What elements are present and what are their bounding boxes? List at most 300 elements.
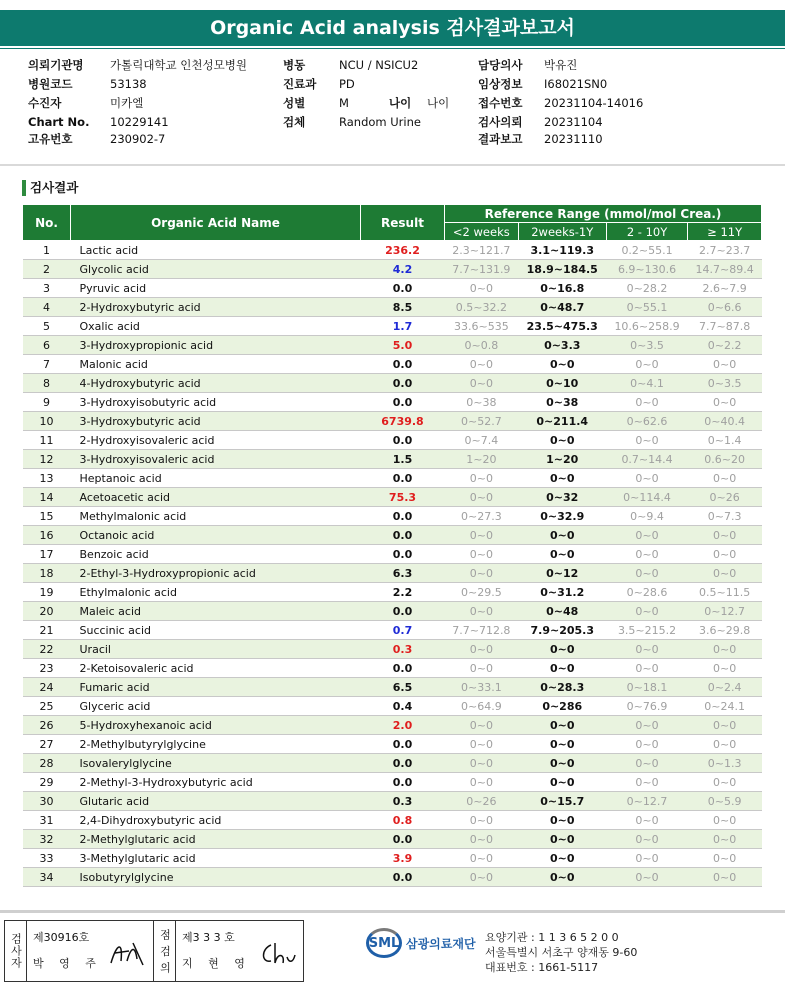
header-range-11y: ≥ 11Y (688, 223, 762, 241)
range-2weeks-1y: 0~32.9 (518, 507, 606, 526)
range-under-2weeks: 0~0.8 (445, 336, 519, 355)
range-under-2weeks: 0~0 (445, 811, 519, 830)
contact-line: 요양기관 : 1 1 3 6 5 2 0 0 (485, 931, 619, 944)
info-value: 53138 (110, 77, 147, 91)
table-row (23, 260, 762, 279)
range-under-2weeks: 0~29.5 (445, 583, 519, 602)
table-row (23, 716, 762, 735)
table-row (23, 507, 762, 526)
info-value: 10229141 (110, 115, 169, 129)
table-row (23, 412, 762, 431)
range-2-10y: 3.5~215.2 (606, 621, 687, 640)
range-11y: 0~0 (688, 659, 762, 678)
info-label: 의뢰기관명 (28, 58, 84, 72)
range-2-10y: 0~114.4 (606, 488, 687, 507)
info-label: 검체 (283, 115, 306, 129)
acid-name: Fumaric acid (71, 678, 361, 697)
range-11y: 0~7.3 (688, 507, 762, 526)
row-number: 17 (23, 545, 71, 564)
acid-name: Methylmalonic acid (71, 507, 361, 526)
header-result: Result (361, 205, 445, 241)
result-value: 1.5 (361, 450, 445, 469)
row-number: 18 (23, 564, 71, 583)
range-11y: 0.6~20 (688, 450, 762, 469)
range-under-2weeks: 0~0 (445, 659, 519, 678)
result-value: 0.3 (361, 792, 445, 811)
row-number: 13 (23, 469, 71, 488)
row-number: 16 (23, 526, 71, 545)
info-value: Random Urine (339, 115, 421, 129)
range-2weeks-1y: 0~211.4 (518, 412, 606, 431)
patient-info-col3 (478, 56, 643, 146)
row-number: 7 (23, 355, 71, 374)
row-number: 14 (23, 488, 71, 507)
table-row (23, 602, 762, 621)
range-2weeks-1y: 0~0 (518, 431, 606, 450)
acid-name: Maleic acid (71, 602, 361, 621)
range-under-2weeks: 0~0 (445, 469, 519, 488)
patient-info-col2 (283, 56, 449, 132)
row-number: 23 (23, 659, 71, 678)
row-number: 20 (23, 602, 71, 621)
row-number: 28 (23, 754, 71, 773)
table-row (23, 640, 762, 659)
acid-name: 3-Hydroxybutyric acid (71, 412, 361, 431)
range-2weeks-1y: 0~0 (518, 868, 606, 887)
acid-name: Succinic acid (71, 621, 361, 640)
range-2-10y: 0~0 (606, 564, 687, 583)
range-2-10y: 0~0 (606, 469, 687, 488)
result-value: 0.0 (361, 526, 445, 545)
range-under-2weeks: 0~0 (445, 868, 519, 887)
lab-logo (366, 928, 476, 958)
result-value: 0.0 (361, 393, 445, 412)
acid-name: 3-Methylglutaric acid (71, 849, 361, 868)
acid-name: Glyceric acid (71, 697, 361, 716)
reviewer-signer (176, 921, 303, 981)
table-row (23, 469, 762, 488)
acid-name: Glycolic acid (71, 260, 361, 279)
range-under-2weeks: 0~0 (445, 773, 519, 792)
info-label: 진료과 (283, 77, 317, 91)
result-value: 0.0 (361, 545, 445, 564)
result-value: 4.2 (361, 260, 445, 279)
range-2-10y: 0~0 (606, 868, 687, 887)
result-value: 0.0 (361, 868, 445, 887)
range-2-10y: 0~18.1 (606, 678, 687, 697)
range-11y: 0~0 (688, 773, 762, 792)
range-under-2weeks: 0~38 (445, 393, 519, 412)
acid-name: 5-Hydroxyhexanoic acid (71, 716, 361, 735)
range-under-2weeks: 0~0 (445, 640, 519, 659)
range-2weeks-1y: 0~0 (518, 640, 606, 659)
info-value: 230902-7 (110, 132, 166, 146)
acid-name: 2-Methylbutyrylglycine (71, 735, 361, 754)
report-title: Organic Acid analysis 검사결과보고서 (0, 10, 785, 46)
reviewer-label: 점 검 의 (154, 921, 176, 981)
range-2-10y: 0~0 (606, 431, 687, 450)
info-label: 검사의뢰 (478, 115, 523, 129)
range-2-10y: 0~0 (606, 754, 687, 773)
result-value: 0.0 (361, 659, 445, 678)
range-under-2weeks: 0~0 (445, 545, 519, 564)
info-value: 20231110 (544, 132, 603, 146)
row-number: 19 (23, 583, 71, 602)
info-label: 병동 (283, 58, 306, 72)
row-number: 12 (23, 450, 71, 469)
range-2-10y: 0~0 (606, 659, 687, 678)
range-2-10y: 0~12.7 (606, 792, 687, 811)
range-2-10y: 0~28.6 (606, 583, 687, 602)
header-reference: Reference Range (mmol/mol Crea.) (445, 205, 762, 223)
row-number: 4 (23, 298, 71, 317)
row-number: 8 (23, 374, 71, 393)
result-value: 2.2 (361, 583, 445, 602)
result-value: 0.8 (361, 811, 445, 830)
result-value: 236.2 (361, 241, 445, 260)
range-under-2weeks: 0~0 (445, 754, 519, 773)
info-value: NCU / NSICU2 (339, 58, 419, 72)
contact-line: 서울특별시 서초구 양재동 9-60 (485, 946, 638, 959)
range-11y: 0~0 (688, 564, 762, 583)
range-11y: 0~0 (688, 830, 762, 849)
result-value: 0.0 (361, 469, 445, 488)
acid-name: 3-Hydroxyisovaleric acid (71, 450, 361, 469)
info-value: 박유진 (544, 58, 578, 72)
info-label: 성별 (283, 96, 306, 110)
table-row (23, 336, 762, 355)
range-11y: 0~0 (688, 868, 762, 887)
row-number: 30 (23, 792, 71, 811)
acid-name: Uracil (71, 640, 361, 659)
table-row (23, 241, 762, 260)
range-under-2weeks: 0~0 (445, 355, 519, 374)
acid-name: 2,4-Dihydroxybutyric acid (71, 811, 361, 830)
range-2weeks-1y: 0~28.3 (518, 678, 606, 697)
result-value: 0.0 (361, 735, 445, 754)
header-range-2weeks-1y: 2weeks-1Y (518, 223, 606, 241)
table-row (23, 868, 762, 887)
table-row (23, 393, 762, 412)
range-under-2weeks: 0~64.9 (445, 697, 519, 716)
row-number: 27 (23, 735, 71, 754)
range-under-2weeks: 0~0 (445, 279, 519, 298)
range-under-2weeks: 7.7~712.8 (445, 621, 519, 640)
table-row (23, 526, 762, 545)
range-2-10y: 0~0 (606, 849, 687, 868)
acid-name: Octanoic acid (71, 526, 361, 545)
range-11y: 0~2.4 (688, 678, 762, 697)
range-11y: 2.6~7.9 (688, 279, 762, 298)
info-label: 접수번호 (478, 96, 523, 110)
table-row (23, 355, 762, 374)
range-2-10y: 0~62.6 (606, 412, 687, 431)
row-number: 9 (23, 393, 71, 412)
range-2weeks-1y: 0~0 (518, 773, 606, 792)
result-value: 0.3 (361, 640, 445, 659)
lab-contact (485, 930, 637, 975)
range-2weeks-1y: 0~0 (518, 355, 606, 374)
row-number: 11 (23, 431, 71, 450)
result-value: 3.9 (361, 849, 445, 868)
range-2-10y: 0~28.2 (606, 279, 687, 298)
info-value: M (339, 96, 349, 110)
result-value: 0.4 (361, 697, 445, 716)
range-2weeks-1y: 0~32 (518, 488, 606, 507)
range-11y: 0~0 (688, 716, 762, 735)
range-11y: 14.7~89.4 (688, 260, 762, 279)
acid-name: Ethylmalonic acid (71, 583, 361, 602)
table-row (23, 279, 762, 298)
row-number: 21 (23, 621, 71, 640)
range-2weeks-1y: 0~16.8 (518, 279, 606, 298)
row-number: 22 (23, 640, 71, 659)
row-number: 10 (23, 412, 71, 431)
info-value: PD (339, 77, 355, 91)
row-number: 26 (23, 716, 71, 735)
info-value: 20231104 (544, 115, 603, 129)
range-2weeks-1y: 0~0 (518, 545, 606, 564)
range-2-10y: 0.7~14.4 (606, 450, 687, 469)
info-value: 가톨릭대학교 인천성모병원 (110, 58, 247, 72)
header-name: Organic Acid Name (71, 205, 361, 241)
range-under-2weeks: 0~0 (445, 735, 519, 754)
range-under-2weeks: 0~26 (445, 792, 519, 811)
result-value: 2.0 (361, 716, 445, 735)
acid-name: 2-Methylglutaric acid (71, 830, 361, 849)
range-11y: 0~26 (688, 488, 762, 507)
row-number: 33 (23, 849, 71, 868)
range-2-10y: 0~0 (606, 393, 687, 412)
range-under-2weeks: 0~0 (445, 488, 519, 507)
range-2weeks-1y: 0~10 (518, 374, 606, 393)
result-value: 75.3 (361, 488, 445, 507)
range-under-2weeks: 0~0 (445, 830, 519, 849)
range-2weeks-1y: 0~0 (518, 754, 606, 773)
range-2-10y: 0~0 (606, 735, 687, 754)
range-2-10y: 0~4.1 (606, 374, 687, 393)
range-2weeks-1y: 0~12 (518, 564, 606, 583)
title-divider (0, 48, 785, 49)
range-2weeks-1y: 0~48 (518, 602, 606, 621)
acid-name: Isobutyrylglycine (71, 868, 361, 887)
info-value: I68021SN0 (544, 77, 608, 91)
range-2-10y: 0~0 (606, 716, 687, 735)
range-under-2weeks: 0~7.4 (445, 431, 519, 450)
range-2weeks-1y: 0~3.3 (518, 336, 606, 355)
range-11y: 0~40.4 (688, 412, 762, 431)
info-label: 담당의사 (478, 58, 523, 72)
range-2-10y: 10.6~258.9 (606, 317, 687, 336)
range-2-10y: 0~76.9 (606, 697, 687, 716)
range-11y: 0~24.1 (688, 697, 762, 716)
range-11y: 0~0 (688, 393, 762, 412)
sml-logo-icon: SML (366, 928, 402, 958)
footer-divider (0, 910, 785, 913)
range-2weeks-1y: 18.9~184.5 (518, 260, 606, 279)
info-label: 결과보고 (478, 132, 523, 146)
range-under-2weeks: 7.7~131.9 (445, 260, 519, 279)
range-11y: 0~1.4 (688, 431, 762, 450)
table-row (23, 488, 762, 507)
row-number: 24 (23, 678, 71, 697)
range-2weeks-1y: 0~0 (518, 830, 606, 849)
table-row (23, 678, 762, 697)
range-11y: 0.5~11.5 (688, 583, 762, 602)
range-under-2weeks: 0~0 (445, 526, 519, 545)
table-row (23, 545, 762, 564)
examiner-signature-icon (107, 939, 147, 967)
acid-name: Pyruvic acid (71, 279, 361, 298)
range-11y: 0~0 (688, 469, 762, 488)
acid-name: Lactic acid (71, 241, 361, 260)
row-number: 29 (23, 773, 71, 792)
range-2-10y: 0~0 (606, 526, 687, 545)
result-value: 0.0 (361, 507, 445, 526)
info-label: 고유번호 (28, 132, 73, 146)
result-value: 6739.8 (361, 412, 445, 431)
acid-name: Isovalerylglycine (71, 754, 361, 773)
contact-line: 대표번호 : 1661-5117 (485, 961, 599, 974)
table-row (23, 754, 762, 773)
table-row (23, 773, 762, 792)
header-no: No. (23, 205, 71, 241)
range-2weeks-1y: 0~0 (518, 811, 606, 830)
result-value: 0.0 (361, 830, 445, 849)
result-value: 0.0 (361, 355, 445, 374)
examiner-label: 검사자 (5, 921, 27, 981)
range-11y: 0~0 (688, 735, 762, 754)
table-row (23, 298, 762, 317)
acid-name: 2-Hydroxyisovaleric acid (71, 431, 361, 450)
range-under-2weeks: 1~20 (445, 450, 519, 469)
info-label: 임상정보 (478, 77, 523, 91)
result-value: 0.0 (361, 279, 445, 298)
range-11y: 0~0 (688, 640, 762, 659)
reviewer-name: 지 현 영 (182, 957, 251, 970)
info-label: 병원코드 (28, 77, 73, 91)
range-11y: 0~12.7 (688, 602, 762, 621)
range-11y: 7.7~87.8 (688, 317, 762, 336)
range-11y: 0~0 (688, 355, 762, 374)
range-2-10y: 0~0 (606, 602, 687, 621)
result-value: 0.0 (361, 431, 445, 450)
result-value: 0.7 (361, 621, 445, 640)
range-2-10y: 0~0 (606, 545, 687, 564)
range-under-2weeks: 33.6~535 (445, 317, 519, 336)
signature-box (4, 920, 304, 982)
range-2weeks-1y: 0~48.7 (518, 298, 606, 317)
acid-name: 3-Hydroxyisobutyric acid (71, 393, 361, 412)
range-11y: 0~2.2 (688, 336, 762, 355)
org-name: 삼광의료재단 (406, 936, 476, 951)
acid-name: 4-Hydroxybutyric acid (71, 374, 361, 393)
range-under-2weeks: 0~27.3 (445, 507, 519, 526)
row-number: 15 (23, 507, 71, 526)
row-number: 32 (23, 830, 71, 849)
result-value: 6.3 (361, 564, 445, 583)
range-2weeks-1y: 7.9~205.3 (518, 621, 606, 640)
info-label: 수진자 (28, 96, 62, 110)
reviewer-license: 제3 3 3 호 (182, 931, 235, 944)
result-value: 5.0 (361, 336, 445, 355)
acid-name: 2-Hydroxybutyric acid (71, 298, 361, 317)
table-row (23, 317, 762, 336)
acid-name: 3-Hydroxypropionic acid (71, 336, 361, 355)
range-11y: 0~5.9 (688, 792, 762, 811)
table-row (23, 659, 762, 678)
range-under-2weeks: 2.3~121.7 (445, 241, 519, 260)
range-under-2weeks: 0~0 (445, 716, 519, 735)
acid-name: Acetoacetic acid (71, 488, 361, 507)
result-value: 0.0 (361, 374, 445, 393)
patient-info-col1 (28, 56, 247, 146)
range-2-10y: 0~0 (606, 811, 687, 830)
range-2weeks-1y: 0~0 (518, 659, 606, 678)
row-number: 31 (23, 811, 71, 830)
results-body (23, 241, 762, 887)
range-2weeks-1y: 0~286 (518, 697, 606, 716)
range-2-10y: 0~0 (606, 355, 687, 374)
acid-name: Oxalic acid (71, 317, 361, 336)
acid-name: 2-Ketoisovaleric acid (71, 659, 361, 678)
row-number: 6 (23, 336, 71, 355)
row-number: 3 (23, 279, 71, 298)
range-2weeks-1y: 23.5~475.3 (518, 317, 606, 336)
result-value: 6.5 (361, 678, 445, 697)
result-value: 0.0 (361, 602, 445, 621)
range-2weeks-1y: 1~20 (518, 450, 606, 469)
range-under-2weeks: 0~0 (445, 602, 519, 621)
table-row (23, 697, 762, 716)
range-under-2weeks: 0.5~32.2 (445, 298, 519, 317)
table-row (23, 564, 762, 583)
table-row (23, 431, 762, 450)
range-under-2weeks: 0~0 (445, 849, 519, 868)
range-2-10y: 0~55.1 (606, 298, 687, 317)
results-table (22, 204, 762, 887)
acid-name: 2-Ethyl-3-Hydroxypropionic acid (71, 564, 361, 583)
range-2weeks-1y: 0~0 (518, 735, 606, 754)
examiner-signer (27, 921, 154, 981)
table-row (23, 830, 762, 849)
acid-name: Malonic acid (71, 355, 361, 374)
table-row (23, 792, 762, 811)
range-2weeks-1y: 0~0 (518, 849, 606, 868)
section-title: 검사결과 (22, 180, 78, 196)
range-11y: 0~0 (688, 849, 762, 868)
info-divider (0, 164, 785, 166)
acid-name: Heptanoic acid (71, 469, 361, 488)
range-11y: 0~3.5 (688, 374, 762, 393)
range-2-10y: 0~3.5 (606, 336, 687, 355)
range-2-10y: 0~0 (606, 640, 687, 659)
info-value: 미카엘 (110, 96, 144, 110)
range-2-10y: 0.2~55.1 (606, 241, 687, 260)
range-2weeks-1y: 0~15.7 (518, 792, 606, 811)
range-11y: 0~1.3 (688, 754, 762, 773)
range-2-10y: 0~0 (606, 773, 687, 792)
table-row (23, 450, 762, 469)
range-2weeks-1y: 3.1~119.3 (518, 241, 606, 260)
range-2weeks-1y: 0~0 (518, 469, 606, 488)
result-value: 1.7 (361, 317, 445, 336)
table-row (23, 849, 762, 868)
age-label: 나이 (389, 96, 412, 110)
range-2-10y: 0~9.4 (606, 507, 687, 526)
row-number: 5 (23, 317, 71, 336)
acid-name: 2-Methyl-3-Hydroxybutyric acid (71, 773, 361, 792)
